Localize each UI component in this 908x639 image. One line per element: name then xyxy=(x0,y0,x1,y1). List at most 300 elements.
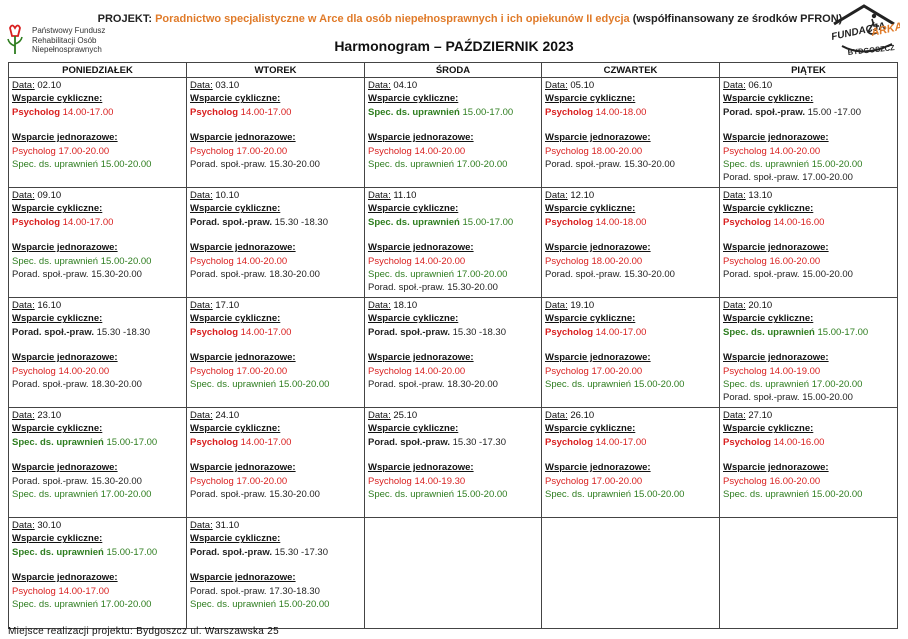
oneoff-support-entry xyxy=(545,488,716,501)
session-time: 17.00-20.00 xyxy=(233,145,288,157)
date-label: Data: xyxy=(723,80,746,91)
cyclic-support-label: Wsparcie cykliczne: xyxy=(723,203,814,215)
specialist-name: Psycholog xyxy=(12,145,56,157)
specialist-name: Psycholog xyxy=(190,475,234,487)
empty-day-cell xyxy=(365,518,542,629)
date-label: Data: xyxy=(545,80,568,91)
cell-spacer xyxy=(12,229,183,241)
day-cell xyxy=(720,78,898,188)
date-line xyxy=(368,299,538,312)
oneoff-support-label: Wsparcie jednorazowe: xyxy=(190,132,296,144)
cell-spacer xyxy=(12,119,183,131)
cyclic-support-entry xyxy=(545,216,716,229)
week-row xyxy=(9,298,898,408)
day-header-monday: PONIEDZIAŁEK xyxy=(9,63,187,78)
cell-spacer xyxy=(545,449,716,461)
session-time: 15.00-20.00 xyxy=(276,599,330,611)
specialist-name: Psycholog xyxy=(723,436,772,448)
cyclic-support-label: Wsparcie cykliczne: xyxy=(368,93,459,105)
cell-spacer xyxy=(368,449,538,461)
arka-logo-name: ARKA xyxy=(870,20,900,39)
arka-logo-foundation: FUNDACJA xyxy=(830,20,887,43)
specialist-name: Porad. społ.-praw. xyxy=(190,216,272,228)
cyclic-support-label: Wsparcie cykliczne: xyxy=(368,313,459,325)
oneoff-support-label: Wsparcie jednorazowe: xyxy=(545,352,651,364)
date-label: Data: xyxy=(12,520,35,531)
specialist-name: Spec. ds. uprawnień xyxy=(368,269,455,281)
cell-spacer xyxy=(190,559,361,571)
oneoff-support-entry xyxy=(545,475,716,488)
day-cell xyxy=(720,408,898,518)
cell-spacer xyxy=(190,229,361,241)
specialist-name: Psycholog xyxy=(190,106,239,118)
cell-spacer xyxy=(723,119,894,131)
empty-day-cell xyxy=(542,518,720,629)
cyclic-support-label: Wsparcie cykliczne: xyxy=(190,533,281,545)
arka-logo-city: BYDGOSZCZ xyxy=(847,43,896,57)
empty-day-cell xyxy=(720,518,898,629)
date-line xyxy=(723,409,894,422)
day-cell xyxy=(187,518,365,629)
day-header-thursday: CZWARTEK xyxy=(542,63,720,78)
date-value: 24.10 xyxy=(212,410,240,421)
session-time: 16.00-20.00 xyxy=(766,475,821,487)
day-cell xyxy=(187,298,365,408)
oneoff-support-entry xyxy=(12,378,183,391)
cyclic-support-label: Wsparcie cykliczne: xyxy=(12,203,103,215)
specialist-name: Spec. ds. uprawnień xyxy=(12,159,99,171)
week-row xyxy=(9,518,898,629)
day-cell xyxy=(9,408,187,518)
day-cell xyxy=(542,298,720,408)
session-time: 15.00-17.00 xyxy=(103,436,158,448)
session-time: 15.30-20.00 xyxy=(444,282,498,294)
session-time: 17.00-20.00 xyxy=(799,172,853,184)
date-value: 30.10 xyxy=(34,520,62,531)
date-value: 10.10 xyxy=(212,190,240,201)
cyclic-support-entry xyxy=(190,106,361,119)
cyclic-support-entry xyxy=(723,216,894,229)
date-line xyxy=(12,409,183,422)
specialist-name: Psycholog xyxy=(12,365,56,377)
date-value: 03.10 xyxy=(212,80,240,91)
oneoff-support-entry xyxy=(190,365,361,378)
specialist-name: Porad. społ.-praw. xyxy=(12,326,94,338)
date-value: 25.10 xyxy=(390,410,418,421)
oneoff-support-entry xyxy=(368,145,538,158)
arka-logo xyxy=(828,2,900,60)
specialist-name: Spec. ds. uprawnień xyxy=(368,106,460,118)
specialist-name: Psycholog xyxy=(723,365,767,377)
date-label: Data: xyxy=(12,410,35,421)
oneoff-support-entry xyxy=(545,255,716,268)
specialist-name: Spec. ds. uprawnień xyxy=(545,489,632,501)
specialist-name: Spec. ds. uprawnień xyxy=(723,379,810,391)
day-cell xyxy=(187,78,365,188)
session-time: 14.00-17.00 xyxy=(238,326,292,338)
cyclic-support-label: Wsparcie cykliczne: xyxy=(12,313,103,325)
date-value: 02.10 xyxy=(34,80,62,91)
footer-location: Miejsce realizacji projektu: Bydgoszcz ul. Warszawska 25 xyxy=(8,626,279,637)
cyclic-support-entry xyxy=(368,436,538,449)
date-line xyxy=(12,299,183,312)
project-name: Poradnictwo specjalistyczne w Arce dla osób niepełnosprawnych i ich opiekunów II edycja xyxy=(155,13,630,25)
cyclic-support-label: Wsparcie cykliczne: xyxy=(190,423,281,435)
oneoff-support-entry xyxy=(190,268,361,281)
specialist-name: Spec. ds. uprawnień xyxy=(190,599,277,611)
specialist-name: Porad. społ.-praw. xyxy=(723,392,800,404)
oneoff-support-entry xyxy=(12,598,183,611)
cell-spacer xyxy=(723,229,894,241)
specialist-name: Porad. społ.-praw. xyxy=(723,172,800,184)
day-cell xyxy=(365,298,542,408)
session-time: 15.00-20.00 xyxy=(809,159,863,171)
cell-spacer xyxy=(545,229,716,241)
specialist-name: Spec. ds. uprawnień xyxy=(12,436,104,448)
date-line xyxy=(368,189,538,202)
project-prefix: PROJEKT: xyxy=(97,13,156,25)
cell-spacer xyxy=(190,449,361,461)
session-time: 14.00-20.00 xyxy=(766,145,821,157)
schedule-table xyxy=(8,62,898,629)
session-time: 15.30-20.00 xyxy=(266,489,320,501)
date-label: Data: xyxy=(190,520,213,531)
cell-spacer xyxy=(12,449,183,461)
date-line xyxy=(190,409,361,422)
date-line xyxy=(723,189,894,202)
cell-spacer xyxy=(723,449,894,461)
oneoff-support-label: Wsparcie jednorazowe: xyxy=(12,572,118,584)
session-time: 14.00-20.00 xyxy=(411,255,466,267)
oneoff-support-label: Wsparcie jednorazowe: xyxy=(12,352,118,364)
specialist-name: Psycholog xyxy=(368,145,412,157)
oneoff-support-entry xyxy=(723,255,894,268)
session-time: 15.00-20.00 xyxy=(98,255,152,267)
session-time: 15.00-17.00 xyxy=(814,326,869,338)
date-value: 09.10 xyxy=(34,190,62,201)
oneoff-support-label: Wsparcie jednorazowe: xyxy=(723,462,829,474)
specialist-name: Psycholog xyxy=(545,255,589,267)
date-value: 04.10 xyxy=(390,80,418,91)
session-time: 14.00-18.00 xyxy=(593,106,647,118)
specialist-name: Porad. społ.-praw. xyxy=(723,106,805,118)
oneoff-support-entry xyxy=(12,365,183,378)
specialist-name: Psycholog xyxy=(723,216,772,228)
date-label: Data: xyxy=(545,410,568,421)
oneoff-support-entry xyxy=(545,378,716,391)
specialist-name: Psycholog xyxy=(545,326,594,338)
session-time: 17.00-20.00 xyxy=(454,269,508,281)
date-label: Data: xyxy=(190,190,213,201)
specialist-name: Spec. ds. uprawnień xyxy=(723,159,810,171)
oneoff-support-label: Wsparcie jednorazowe: xyxy=(368,242,474,254)
session-time: 15.00-20.00 xyxy=(98,159,152,171)
specialist-name: Spec. ds. uprawnień xyxy=(12,489,99,501)
date-line xyxy=(368,79,538,92)
cyclic-support-entry xyxy=(545,326,716,339)
schedule-body xyxy=(9,78,898,629)
oneoff-support-entry xyxy=(368,378,538,391)
oneoff-support-entry xyxy=(368,268,538,281)
cyclic-support-entry xyxy=(368,326,538,339)
session-time: 14.00-17.00 xyxy=(593,326,647,338)
cyclic-support-entry xyxy=(12,326,183,339)
date-label: Data: xyxy=(723,410,746,421)
specialist-name: Spec. ds. uprawnień xyxy=(368,216,460,228)
session-time: 14.00-20.00 xyxy=(233,255,288,267)
oneoff-support-entry xyxy=(723,378,894,391)
session-time: 14.00-17.00 xyxy=(60,106,114,118)
date-label: Data: xyxy=(190,80,213,91)
date-line xyxy=(190,299,361,312)
session-time: 15.00-20.00 xyxy=(799,392,853,404)
specialist-name: Porad. społ.-praw. xyxy=(190,269,267,281)
session-time: 18.00-20.00 xyxy=(588,255,643,267)
date-line xyxy=(12,519,183,532)
cyclic-support-entry xyxy=(12,216,183,229)
session-time: 15.30-20.00 xyxy=(88,475,142,487)
oneoff-support-entry xyxy=(12,475,183,488)
cyclic-support-entry xyxy=(12,546,183,559)
oneoff-support-label: Wsparcie jednorazowe: xyxy=(545,132,651,144)
oneoff-support-entry xyxy=(190,488,361,501)
day-cell xyxy=(9,188,187,298)
session-time: 15.00-20.00 xyxy=(454,489,508,501)
cyclic-support-label: Wsparcie cykliczne: xyxy=(368,203,459,215)
cyclic-support-entry xyxy=(12,436,183,449)
date-value: 19.10 xyxy=(567,300,595,311)
day-header-row xyxy=(9,63,898,78)
date-label: Data: xyxy=(368,300,391,311)
day-cell xyxy=(365,78,542,188)
cyclic-support-label: Wsparcie cykliczne: xyxy=(545,203,636,215)
cyclic-support-label: Wsparcie cykliczne: xyxy=(190,203,281,215)
cyclic-support-entry xyxy=(723,326,894,339)
cyclic-support-entry xyxy=(190,216,361,229)
session-time: 15.30 -17.30 xyxy=(272,546,328,558)
week-row xyxy=(9,78,898,188)
oneoff-support-entry xyxy=(368,158,538,171)
day-cell xyxy=(365,408,542,518)
day-cell xyxy=(9,518,187,629)
specialist-name: Psycholog xyxy=(12,106,61,118)
specialist-name: Spec. ds. uprawnień xyxy=(12,599,99,611)
day-cell xyxy=(187,188,365,298)
session-time: 17.00-20.00 xyxy=(809,379,863,391)
date-value: 20.10 xyxy=(745,300,773,311)
cyclic-support-entry xyxy=(368,216,538,229)
oneoff-support-label: Wsparcie jednorazowe: xyxy=(12,132,118,144)
specialist-name: Spec. ds. uprawnień xyxy=(368,489,455,501)
session-time: 14.00-20.00 xyxy=(411,365,466,377)
day-cell xyxy=(9,78,187,188)
session-time: 14.00-17.00 xyxy=(593,436,647,448)
session-time: 14.00-16.00 xyxy=(771,216,825,228)
date-label: Data: xyxy=(368,80,391,91)
date-line xyxy=(12,79,183,92)
specialist-name: Psycholog xyxy=(190,255,234,267)
session-time: 17.30-18.30 xyxy=(266,585,320,597)
day-cell xyxy=(365,188,542,298)
oneoff-support-entry xyxy=(190,475,361,488)
session-time: 15.00-20.00 xyxy=(276,379,330,391)
oneoff-support-label: Wsparcie jednorazowe: xyxy=(368,132,474,144)
date-label: Data: xyxy=(12,190,35,201)
oneoff-support-entry xyxy=(12,158,183,171)
session-time: 14.00-16.00 xyxy=(771,436,825,448)
session-time: 14.00-19.30 xyxy=(411,475,466,487)
oneoff-support-label: Wsparcie jednorazowe: xyxy=(368,462,474,474)
specialist-name: Psycholog xyxy=(190,436,239,448)
specialist-name: Porad. społ.-praw. xyxy=(723,269,800,281)
oneoff-support-entry xyxy=(545,365,716,378)
cyclic-support-label: Wsparcie cykliczne: xyxy=(368,423,459,435)
date-line xyxy=(545,409,716,422)
session-time: 15.00-20.00 xyxy=(631,489,685,501)
day-cell xyxy=(542,78,720,188)
date-value: 13.10 xyxy=(745,190,773,201)
cyclic-support-entry xyxy=(368,106,538,119)
session-time: 18.30-20.00 xyxy=(266,269,320,281)
oneoff-support-label: Wsparcie jednorazowe: xyxy=(723,242,829,254)
oneoff-support-entry xyxy=(723,268,894,281)
oneoff-support-entry xyxy=(190,255,361,268)
oneoff-support-entry xyxy=(12,255,183,268)
date-line xyxy=(190,189,361,202)
oneoff-support-entry xyxy=(368,475,538,488)
cell-spacer xyxy=(368,119,538,131)
day-cell xyxy=(542,408,720,518)
cell-spacer xyxy=(368,339,538,351)
oneoff-support-entry xyxy=(545,145,716,158)
cyclic-support-entry xyxy=(545,436,716,449)
oneoff-support-entry xyxy=(12,488,183,501)
oneoff-support-entry xyxy=(723,365,894,378)
date-value: 31.10 xyxy=(212,520,240,531)
cyclic-support-label: Wsparcie cykliczne: xyxy=(723,423,814,435)
specialist-name: Psycholog xyxy=(12,585,56,597)
oneoff-support-entry xyxy=(190,158,361,171)
oneoff-support-entry xyxy=(190,585,361,598)
oneoff-support-label: Wsparcie jednorazowe: xyxy=(368,352,474,364)
session-time: 15.30-20.00 xyxy=(88,269,142,281)
oneoff-support-entry xyxy=(723,391,894,404)
session-time: 15.00 -17.00 xyxy=(805,106,861,118)
cyclic-support-label: Wsparcie cykliczne: xyxy=(545,423,636,435)
cyclic-support-label: Wsparcie cykliczne: xyxy=(545,93,636,105)
cyclic-support-entry xyxy=(723,106,894,119)
session-time: 15.00-20.00 xyxy=(809,489,863,501)
session-time: 15.30-20.00 xyxy=(266,159,320,171)
session-time: 17.00-20.00 xyxy=(588,475,643,487)
specialist-name: Psycholog xyxy=(545,436,594,448)
date-value: 17.10 xyxy=(212,300,240,311)
oneoff-support-label: Wsparcie jednorazowe: xyxy=(545,242,651,254)
cell-spacer xyxy=(545,339,716,351)
date-label: Data: xyxy=(12,300,35,311)
specialist-name: Psycholog xyxy=(723,475,767,487)
session-time: 17.00-20.00 xyxy=(588,365,643,377)
session-time: 14.00-18.00 xyxy=(593,216,647,228)
specialist-name: Porad. społ.-praw. xyxy=(190,546,272,558)
day-cell xyxy=(720,188,898,298)
specialist-name: Spec. ds. uprawnień xyxy=(545,379,632,391)
oneoff-support-label: Wsparcie jednorazowe: xyxy=(723,132,829,144)
date-line xyxy=(368,409,538,422)
cyclic-support-entry xyxy=(190,546,361,559)
day-cell xyxy=(187,408,365,518)
oneoff-support-entry xyxy=(190,145,361,158)
specialist-name: Porad. społ.-praw. xyxy=(12,475,89,487)
oneoff-support-entry xyxy=(723,475,894,488)
specialist-name: Porad. społ.-praw. xyxy=(190,585,267,597)
date-label: Data: xyxy=(545,190,568,201)
oneoff-support-entry xyxy=(190,378,361,391)
specialist-name: Psycholog xyxy=(545,365,589,377)
day-cell xyxy=(542,188,720,298)
cyclic-support-entry xyxy=(545,106,716,119)
cell-spacer xyxy=(12,339,183,351)
cyclic-support-label: Wsparcie cykliczne: xyxy=(723,313,814,325)
pfron-line-3: Niepełnosprawnych xyxy=(32,45,102,54)
cyclic-support-label: Wsparcie cykliczne: xyxy=(190,313,281,325)
specialist-name: Porad. społ.-praw. xyxy=(12,269,89,281)
session-time: 18.00-20.00 xyxy=(588,145,643,157)
session-time: 14.00-20.00 xyxy=(411,145,466,157)
specialist-name: Spec. ds. uprawnień xyxy=(12,546,104,558)
oneoff-support-label: Wsparcie jednorazowe: xyxy=(545,462,651,474)
session-time: 15.00-17.00 xyxy=(459,106,514,118)
specialist-name: Psycholog xyxy=(545,216,594,228)
date-value: 12.10 xyxy=(567,190,595,201)
session-time: 14.00-17.00 xyxy=(55,585,110,597)
oneoff-support-entry xyxy=(545,268,716,281)
session-time: 15.30 -17.30 xyxy=(450,436,506,448)
date-line xyxy=(723,299,894,312)
date-label: Data: xyxy=(190,300,213,311)
date-line xyxy=(190,519,361,532)
oneoff-support-entry xyxy=(12,585,183,598)
oneoff-support-label: Wsparcie jednorazowe: xyxy=(190,572,296,584)
session-time: 15.00-20.00 xyxy=(799,269,853,281)
day-cell xyxy=(720,298,898,408)
oneoff-support-entry xyxy=(368,255,538,268)
specialist-name: Psycholog xyxy=(368,255,412,267)
specialist-name: Psycholog xyxy=(723,255,767,267)
session-time: 15.30 -18.30 xyxy=(272,216,328,228)
oneoff-support-entry xyxy=(368,365,538,378)
specialist-name: Porad. społ.-praw. xyxy=(545,159,622,171)
specialist-name: Porad. społ.-praw. xyxy=(368,326,450,338)
oneoff-support-entry xyxy=(723,171,894,184)
session-time: 14.00-19.00 xyxy=(766,365,821,377)
date-line xyxy=(12,189,183,202)
specialist-name: Psycholog xyxy=(12,216,61,228)
session-time: 15.00-17.00 xyxy=(103,546,158,558)
date-label: Data: xyxy=(368,410,391,421)
session-time: 18.30-20.00 xyxy=(444,379,498,391)
session-time: 15.00-20.00 xyxy=(631,379,685,391)
date-value: 06.10 xyxy=(745,80,773,91)
day-cell xyxy=(9,298,187,408)
pfron-line-2: Rehabilitacji Osób xyxy=(32,35,97,45)
date-line xyxy=(545,189,716,202)
session-time: 18.30-20.00 xyxy=(88,379,142,391)
session-time: 14.00-17.00 xyxy=(60,216,114,228)
session-time: 17.00-20.00 xyxy=(233,475,288,487)
oneoff-support-entry xyxy=(723,488,894,501)
session-time: 14.00-17.00 xyxy=(238,436,292,448)
